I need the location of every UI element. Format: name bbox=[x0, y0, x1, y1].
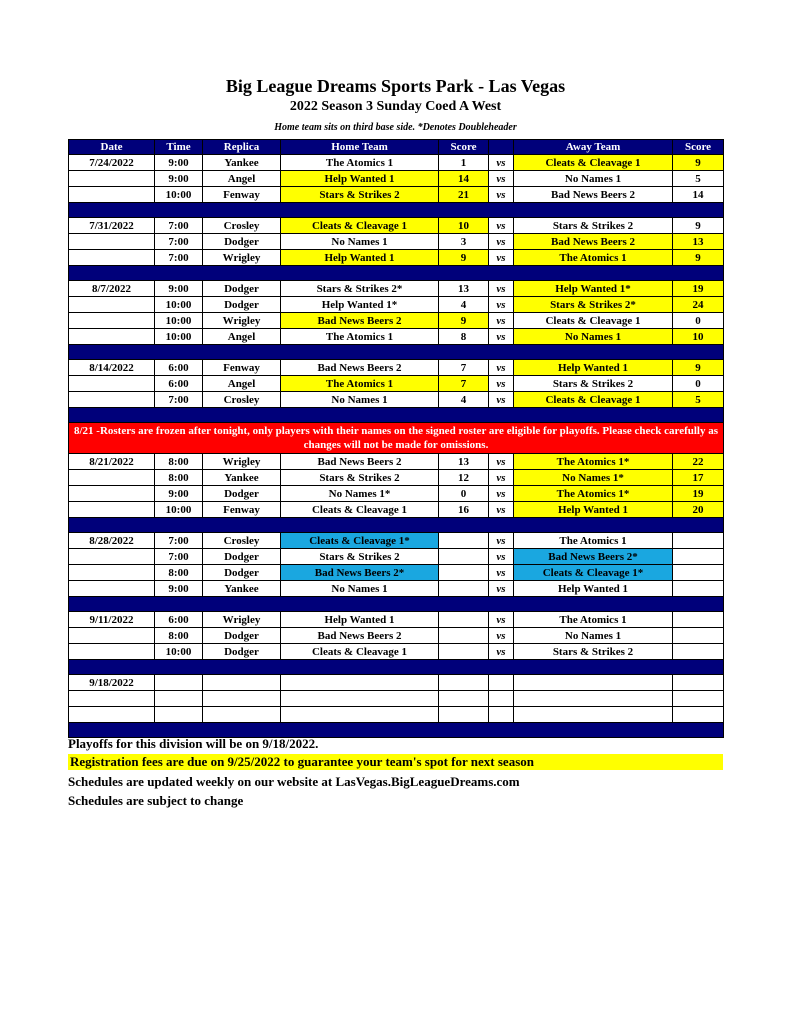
time-cell bbox=[155, 707, 203, 723]
game-row bbox=[69, 581, 724, 597]
time-cell: 9:00 bbox=[155, 281, 203, 297]
vs-cell: vs bbox=[489, 313, 514, 329]
game-row bbox=[69, 470, 724, 486]
home-team-cell: The Atomics 1 bbox=[281, 155, 439, 171]
game-row bbox=[69, 171, 724, 187]
date-cell: 9/11/2022 bbox=[69, 612, 155, 628]
home-team-cell: Stars & Strikes 2 bbox=[281, 187, 439, 203]
replica-field-cell: Fenway bbox=[203, 360, 281, 376]
date-cell bbox=[69, 313, 155, 329]
home-score-cell: 4 bbox=[439, 392, 489, 408]
game-row bbox=[69, 281, 724, 297]
away-team-cell: Help Wanted 1 bbox=[514, 502, 673, 518]
replica-field-cell: Dodger bbox=[203, 281, 281, 297]
separator-cell bbox=[69, 660, 724, 675]
date-cell: 8/28/2022 bbox=[69, 533, 155, 549]
header-time: Time bbox=[155, 140, 203, 155]
vs-cell: vs bbox=[489, 218, 514, 234]
home-score-cell bbox=[439, 707, 489, 723]
date-cell bbox=[69, 707, 155, 723]
away-team-cell: No Names 1 bbox=[514, 171, 673, 187]
vs-cell: vs bbox=[489, 581, 514, 597]
time-cell: 10:00 bbox=[155, 644, 203, 660]
time-cell: 7:00 bbox=[155, 392, 203, 408]
game-row bbox=[69, 707, 724, 723]
replica-field-cell: Crosley bbox=[203, 533, 281, 549]
away-team-cell: Cleats & Cleavage 1* bbox=[514, 565, 673, 581]
time-cell: 8:00 bbox=[155, 628, 203, 644]
date-cell: 8/21/2022 bbox=[69, 454, 155, 470]
home-score-cell: 16 bbox=[439, 502, 489, 518]
replica-field-cell: Crosley bbox=[203, 218, 281, 234]
game-row bbox=[69, 376, 724, 392]
away-team-cell: Stars & Strikes 2 bbox=[514, 644, 673, 660]
time-cell: 6:00 bbox=[155, 376, 203, 392]
separator-row bbox=[69, 597, 724, 612]
away-score-cell: 10 bbox=[673, 329, 724, 345]
away-team-cell: Stars & Strikes 2 bbox=[514, 376, 673, 392]
vs-cell: vs bbox=[489, 250, 514, 266]
replica-field-cell bbox=[203, 707, 281, 723]
away-team-cell: Help Wanted 1 bbox=[514, 360, 673, 376]
header-away-team: Away Team bbox=[514, 140, 673, 155]
date-cell bbox=[69, 392, 155, 408]
game-row bbox=[69, 486, 724, 502]
home-team-cell: Stars & Strikes 2 bbox=[281, 470, 439, 486]
vs-cell: vs bbox=[489, 628, 514, 644]
game-row bbox=[69, 360, 724, 376]
away-score-cell bbox=[673, 707, 724, 723]
date-cell: 8/7/2022 bbox=[69, 281, 155, 297]
replica-field-cell: Crosley bbox=[203, 392, 281, 408]
date-cell bbox=[69, 549, 155, 565]
game-row bbox=[69, 533, 724, 549]
away-score-cell: 5 bbox=[673, 171, 724, 187]
header-vs bbox=[489, 140, 514, 155]
website-note: Schedules are updated weekly on our website at LasVegas.BigLeagueDreams.com bbox=[68, 774, 520, 789]
away-team-cell: Stars & Strikes 2* bbox=[514, 297, 673, 313]
date-cell: 8/14/2022 bbox=[69, 360, 155, 376]
home-score-cell: 0 bbox=[439, 486, 489, 502]
game-row bbox=[69, 565, 724, 581]
separator-cell bbox=[69, 597, 724, 612]
away-team-cell: Help Wanted 1 bbox=[514, 581, 673, 597]
home-score-cell: 21 bbox=[439, 187, 489, 203]
replica-field-cell: Dodger bbox=[203, 644, 281, 660]
away-score-cell: 14 bbox=[673, 187, 724, 203]
time-cell: 8:00 bbox=[155, 454, 203, 470]
away-score-cell: 20 bbox=[673, 502, 724, 518]
roster-notice-row bbox=[69, 423, 724, 454]
away-score-cell: 13 bbox=[673, 234, 724, 250]
game-row bbox=[69, 187, 724, 203]
home-team-cell: Stars & Strikes 2 bbox=[281, 549, 439, 565]
home-team-cell: Bad News Beers 2* bbox=[281, 565, 439, 581]
replica-field-cell: Wrigley bbox=[203, 250, 281, 266]
time-cell: 8:00 bbox=[155, 470, 203, 486]
replica-field-cell: Wrigley bbox=[203, 612, 281, 628]
home-team-cell: No Names 1 bbox=[281, 392, 439, 408]
away-team-cell: Cleats & Cleavage 1 bbox=[514, 392, 673, 408]
away-score-cell: 17 bbox=[673, 470, 724, 486]
replica-field-cell: Angel bbox=[203, 329, 281, 345]
vs-cell: vs bbox=[489, 612, 514, 628]
date-cell: 7/24/2022 bbox=[69, 155, 155, 171]
time-cell: 7:00 bbox=[155, 218, 203, 234]
away-score-cell bbox=[673, 549, 724, 565]
away-score-cell bbox=[673, 612, 724, 628]
home-score-cell: 7 bbox=[439, 360, 489, 376]
vs-cell: vs bbox=[489, 187, 514, 203]
vs-cell: vs bbox=[489, 454, 514, 470]
replica-field-cell: Fenway bbox=[203, 502, 281, 518]
replica-field-cell: Dodger bbox=[203, 297, 281, 313]
vs-cell: vs bbox=[489, 565, 514, 581]
registration-note: Registration fees are due on 9/25/2022 to guarantee your team's spot for next season bbox=[68, 754, 723, 770]
home-score-cell bbox=[439, 675, 489, 691]
game-row bbox=[69, 234, 724, 250]
home-team-cell: Help Wanted 1* bbox=[281, 297, 439, 313]
vs-cell: vs bbox=[489, 392, 514, 408]
home-score-cell bbox=[439, 644, 489, 660]
time-cell: 6:00 bbox=[155, 360, 203, 376]
date-cell bbox=[69, 691, 155, 707]
away-team-cell: No Names 1 bbox=[514, 329, 673, 345]
away-score-cell bbox=[673, 644, 724, 660]
time-cell: 9:00 bbox=[155, 171, 203, 187]
date-cell bbox=[69, 250, 155, 266]
date-cell bbox=[69, 171, 155, 187]
home-score-cell: 1 bbox=[439, 155, 489, 171]
time-cell: 9:00 bbox=[155, 486, 203, 502]
vs-cell: vs bbox=[489, 329, 514, 345]
away-team-cell: Bad News Beers 2 bbox=[514, 187, 673, 203]
home-team-cell: The Atomics 1 bbox=[281, 376, 439, 392]
away-team-cell: The Atomics 1 bbox=[514, 250, 673, 266]
game-row bbox=[69, 502, 724, 518]
header-home-team: Home Team bbox=[281, 140, 439, 155]
game-row bbox=[69, 392, 724, 408]
separator-cell bbox=[69, 345, 724, 360]
separator-row bbox=[69, 266, 724, 281]
home-score-cell bbox=[439, 612, 489, 628]
time-cell: 9:00 bbox=[155, 581, 203, 597]
time-cell: 6:00 bbox=[155, 612, 203, 628]
replica-field-cell bbox=[203, 691, 281, 707]
away-team-cell bbox=[514, 675, 673, 691]
away-score-cell: 0 bbox=[673, 313, 724, 329]
away-score-cell bbox=[673, 533, 724, 549]
away-score-cell: 22 bbox=[673, 454, 724, 470]
vs-cell: vs bbox=[489, 234, 514, 250]
separator-row bbox=[69, 408, 724, 423]
away-score-cell: 19 bbox=[673, 281, 724, 297]
date-cell bbox=[69, 644, 155, 660]
home-team-cell: No Names 1 bbox=[281, 581, 439, 597]
time-cell: 10:00 bbox=[155, 187, 203, 203]
away-team-cell: Bad News Beers 2 bbox=[514, 234, 673, 250]
separator-row bbox=[69, 203, 724, 218]
time-cell: 10:00 bbox=[155, 313, 203, 329]
home-team-cell: The Atomics 1 bbox=[281, 329, 439, 345]
playoffs-note: Playoffs for this division will be on 9/18/2022. bbox=[68, 736, 319, 751]
table-header-row bbox=[69, 140, 724, 155]
home-team-cell bbox=[281, 675, 439, 691]
away-team-cell: No Names 1* bbox=[514, 470, 673, 486]
date-cell bbox=[69, 297, 155, 313]
time-cell: 10:00 bbox=[155, 297, 203, 313]
time-cell bbox=[155, 691, 203, 707]
replica-field-cell: Angel bbox=[203, 171, 281, 187]
home-score-cell: 13 bbox=[439, 454, 489, 470]
home-team-cell: No Names 1 bbox=[281, 234, 439, 250]
home-team-cell: Stars & Strikes 2* bbox=[281, 281, 439, 297]
roster-notice: 8/21 -Rosters are frozen after tonight, only players with their names on the signed roster are eligible for playoffs. Please check carefully as changes will not be made for omissions. bbox=[69, 423, 724, 454]
home-score-cell: 12 bbox=[439, 470, 489, 486]
vs-cell: vs bbox=[489, 360, 514, 376]
separator-cell bbox=[69, 408, 724, 423]
separator-cell bbox=[69, 266, 724, 281]
replica-field-cell bbox=[203, 675, 281, 691]
date-cell: 7/31/2022 bbox=[69, 218, 155, 234]
home-score-cell bbox=[439, 628, 489, 644]
home-team-cell: Bad News Beers 2 bbox=[281, 313, 439, 329]
game-row bbox=[69, 329, 724, 345]
home-score-cell: 8 bbox=[439, 329, 489, 345]
date-cell bbox=[69, 581, 155, 597]
replica-field-cell: Yankee bbox=[203, 581, 281, 597]
vs-cell: vs bbox=[489, 281, 514, 297]
schedule-table bbox=[68, 139, 724, 738]
away-team-cell: Bad News Beers 2* bbox=[514, 549, 673, 565]
home-score-cell bbox=[439, 565, 489, 581]
home-team-cell: Help Wanted 1 bbox=[281, 612, 439, 628]
away-score-cell: 9 bbox=[673, 218, 724, 234]
home-score-cell bbox=[439, 549, 489, 565]
home-team-cell bbox=[281, 691, 439, 707]
date-cell: 9/18/2022 bbox=[69, 675, 155, 691]
time-cell: 7:00 bbox=[155, 250, 203, 266]
away-score-cell bbox=[673, 565, 724, 581]
time-cell: 8:00 bbox=[155, 565, 203, 581]
home-team-cell: Bad News Beers 2 bbox=[281, 628, 439, 644]
away-score-cell bbox=[673, 691, 724, 707]
home-score-cell bbox=[439, 581, 489, 597]
replica-field-cell: Dodger bbox=[203, 628, 281, 644]
header-replica: Replica bbox=[203, 140, 281, 155]
replica-field-cell: Yankee bbox=[203, 470, 281, 486]
replica-field-cell: Fenway bbox=[203, 187, 281, 203]
away-team-cell: No Names 1 bbox=[514, 628, 673, 644]
game-row bbox=[69, 218, 724, 234]
replica-field-cell: Wrigley bbox=[203, 313, 281, 329]
home-team-cell: Help Wanted 1 bbox=[281, 250, 439, 266]
separator-row bbox=[69, 345, 724, 360]
game-row bbox=[69, 644, 724, 660]
vs-cell: vs bbox=[489, 171, 514, 187]
away-team-cell: Stars & Strikes 2 bbox=[514, 218, 673, 234]
vs-cell: vs bbox=[489, 470, 514, 486]
away-team-cell: The Atomics 1* bbox=[514, 454, 673, 470]
replica-field-cell: Dodger bbox=[203, 234, 281, 250]
time-cell: 9:00 bbox=[155, 155, 203, 171]
away-team-cell: Cleats & Cleavage 1 bbox=[514, 313, 673, 329]
away-score-cell: 5 bbox=[673, 392, 724, 408]
time-cell bbox=[155, 675, 203, 691]
subject-to-change-note: Schedules are subject to change bbox=[68, 793, 244, 808]
home-score-cell: 7 bbox=[439, 376, 489, 392]
separator-cell bbox=[69, 518, 724, 533]
away-team-cell: Cleats & Cleavage 1 bbox=[514, 155, 673, 171]
home-team-cell: Help Wanted 1 bbox=[281, 171, 439, 187]
date-cell bbox=[69, 486, 155, 502]
time-cell: 7:00 bbox=[155, 549, 203, 565]
replica-field-cell: Dodger bbox=[203, 549, 281, 565]
date-cell bbox=[69, 565, 155, 581]
date-cell bbox=[69, 234, 155, 250]
vs-cell bbox=[489, 675, 514, 691]
vs-cell bbox=[489, 707, 514, 723]
separator-row bbox=[69, 660, 724, 675]
away-team-cell: The Atomics 1 bbox=[514, 612, 673, 628]
game-row bbox=[69, 297, 724, 313]
game-row bbox=[69, 313, 724, 329]
home-score-cell: 10 bbox=[439, 218, 489, 234]
away-score-cell bbox=[673, 675, 724, 691]
replica-field-cell: Wrigley bbox=[203, 454, 281, 470]
away-score-cell bbox=[673, 628, 724, 644]
replica-field-cell: Angel bbox=[203, 376, 281, 392]
time-cell: 7:00 bbox=[155, 533, 203, 549]
vs-cell: vs bbox=[489, 549, 514, 565]
header-away-score: Score bbox=[673, 140, 724, 155]
home-team-cell: No Names 1* bbox=[281, 486, 439, 502]
away-score-cell: 9 bbox=[673, 155, 724, 171]
home-score-cell: 4 bbox=[439, 297, 489, 313]
home-score-cell: 3 bbox=[439, 234, 489, 250]
home-team-cell: Cleats & Cleavage 1* bbox=[281, 533, 439, 549]
home-team-cell: Bad News Beers 2 bbox=[281, 454, 439, 470]
home-team-cell: Cleats & Cleavage 1 bbox=[281, 502, 439, 518]
home-score-cell: 9 bbox=[439, 250, 489, 266]
away-team-cell: Help Wanted 1* bbox=[514, 281, 673, 297]
date-cell bbox=[69, 470, 155, 486]
away-score-cell bbox=[673, 581, 724, 597]
header-date: Date bbox=[69, 140, 155, 155]
game-row bbox=[69, 675, 724, 691]
date-cell bbox=[69, 502, 155, 518]
home-score-cell bbox=[439, 533, 489, 549]
time-cell: 7:00 bbox=[155, 234, 203, 250]
date-cell bbox=[69, 628, 155, 644]
home-team-cell: Cleats & Cleavage 1 bbox=[281, 644, 439, 660]
away-team-cell: The Atomics 1* bbox=[514, 486, 673, 502]
away-score-cell: 9 bbox=[673, 250, 724, 266]
away-score-cell: 0 bbox=[673, 376, 724, 392]
home-team-cell: Cleats & Cleavage 1 bbox=[281, 218, 439, 234]
game-row bbox=[69, 628, 724, 644]
game-row bbox=[69, 155, 724, 171]
separator-row bbox=[69, 518, 724, 533]
replica-field-cell: Dodger bbox=[203, 565, 281, 581]
home-score-cell: 13 bbox=[439, 281, 489, 297]
away-score-cell: 9 bbox=[673, 360, 724, 376]
game-row bbox=[69, 612, 724, 628]
schedule-note: Home team sits on third base side. *Denotes Doubleheader bbox=[274, 122, 517, 133]
vs-cell: vs bbox=[489, 155, 514, 171]
home-score-cell: 9 bbox=[439, 313, 489, 329]
game-row bbox=[69, 549, 724, 565]
date-cell bbox=[69, 187, 155, 203]
replica-field-cell: Yankee bbox=[203, 155, 281, 171]
page-title: Big League Dreams Sports Park - Las Vegas bbox=[225, 76, 566, 96]
date-cell bbox=[69, 376, 155, 392]
home-team-cell: Bad News Beers 2 bbox=[281, 360, 439, 376]
game-row bbox=[69, 691, 724, 707]
vs-cell: vs bbox=[489, 376, 514, 392]
game-row bbox=[69, 454, 724, 470]
away-score-cell: 24 bbox=[673, 297, 724, 313]
vs-cell: vs bbox=[489, 297, 514, 313]
page-subtitle: 2022 Season 3 Sunday Coed A West bbox=[289, 99, 502, 114]
home-score-cell bbox=[439, 691, 489, 707]
vs-cell: vs bbox=[489, 502, 514, 518]
home-team-cell bbox=[281, 707, 439, 723]
game-row bbox=[69, 250, 724, 266]
time-cell: 10:00 bbox=[155, 329, 203, 345]
away-team-cell bbox=[514, 707, 673, 723]
vs-cell: vs bbox=[489, 533, 514, 549]
time-cell: 10:00 bbox=[155, 502, 203, 518]
away-team-cell: The Atomics 1 bbox=[514, 533, 673, 549]
replica-field-cell: Dodger bbox=[203, 486, 281, 502]
vs-cell: vs bbox=[489, 486, 514, 502]
vs-cell: vs bbox=[489, 644, 514, 660]
home-score-cell: 14 bbox=[439, 171, 489, 187]
vs-cell bbox=[489, 691, 514, 707]
away-team-cell bbox=[514, 691, 673, 707]
date-cell bbox=[69, 329, 155, 345]
header-home-score: Score bbox=[439, 140, 489, 155]
separator-cell bbox=[69, 203, 724, 218]
away-score-cell: 19 bbox=[673, 486, 724, 502]
